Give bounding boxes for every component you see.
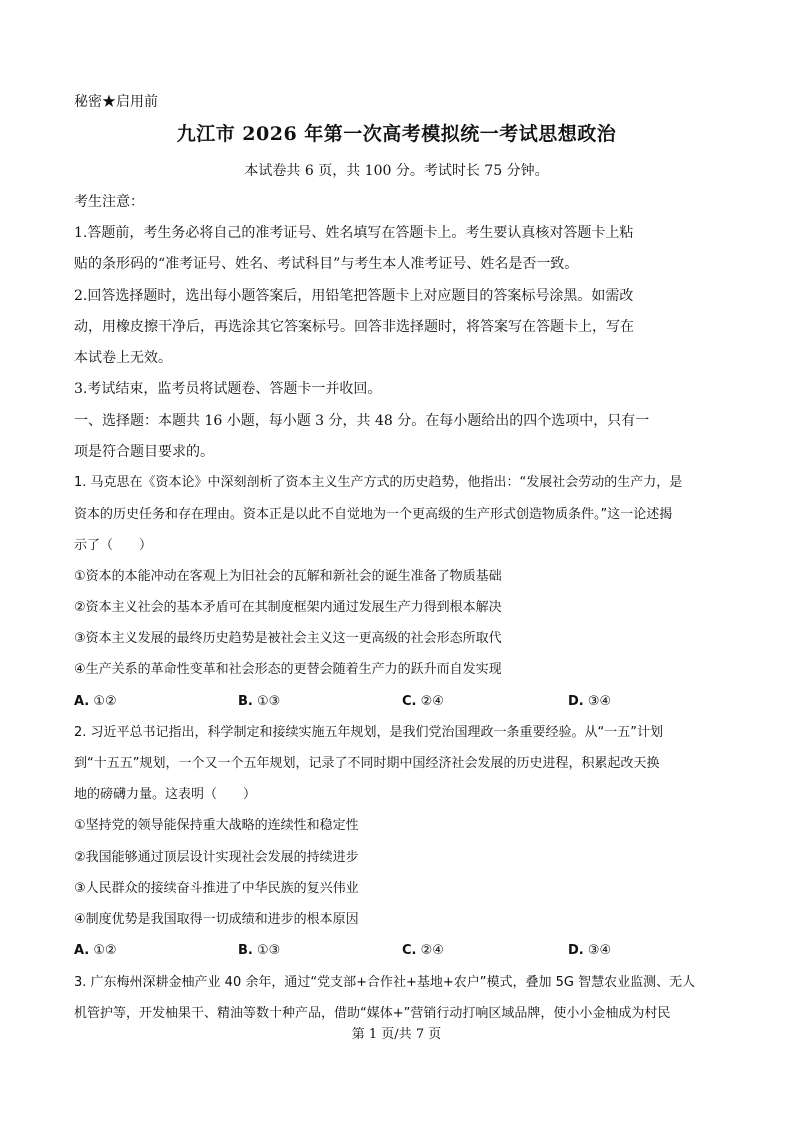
question-1-options xyxy=(74,693,724,711)
question-1-stem: 资本的历史任务和存在理由。资本正是以此不自觉地为一个更高级的生产形式创造物质条件。”这一论述揭 xyxy=(74,507,673,522)
option-d[interactable]: D. ③④ xyxy=(568,943,612,958)
page-number: 第 1 页/共 7 页 xyxy=(351,1027,442,1042)
exam-title: 九江市 2026 年第一次高考模拟统一考试思想政治 xyxy=(176,123,617,145)
question-2-item: ①坚持党的领导能保持重大战略的连续性和稳定性 xyxy=(74,818,359,833)
option-a[interactable]: A. ①② xyxy=(74,694,117,709)
section-instruction: 一、选择题：本题共 16 小题，每小题 3 分，共 48 分。在每小题给出的四个选项中，只有一 xyxy=(74,413,650,429)
question-1-stem: 示了（ ） xyxy=(74,538,153,553)
option-c[interactable]: C. ②④ xyxy=(402,694,444,709)
question-2-stem: 地的磅礴力量。这表明（ ） xyxy=(74,787,257,802)
notice-line: 本试卷上无效。 xyxy=(74,350,172,366)
question-1-item: ③资本主义发展的最终历史趋势是被社会主义这一更高级的社会形态所取代 xyxy=(74,631,502,646)
notice-line: 2.回答选择题时，选出每小题答案后，用铅笔把答题卡上对应题目的答案标号涂黑。如需改 xyxy=(74,288,634,304)
question-2-stem: 2. 习近平总书记指出，科学制定和接续实施五年规划，是我们党治国理政一条重要经验。从“一五”计划 xyxy=(74,725,664,740)
notice-heading: 考生注意： xyxy=(74,194,144,210)
notice-line: 1.答题前，考生务必将自己的准考证号、姓名填写在答题卡上。考生要认真核对答题卡上粘 xyxy=(74,225,634,241)
question-1-stem: 1. 马克思在《资本论》中深刻剖析了资本主义生产方式的历史趋势，他指出：“发展社会劳动的生产力，是 xyxy=(74,475,683,490)
question-1-item: ②资本主义社会的基本矛盾可在其制度框架内通过发展生产力得到根本解决 xyxy=(74,600,502,615)
question-2-item: ②我国能够通过顶层设计实现社会发展的持续进步 xyxy=(74,850,359,865)
question-1-item: ①资本的本能冲动在客观上为旧社会的瓦解和新社会的诞生准备了物质基础 xyxy=(74,569,502,584)
question-3-stem: 机管护等，开发柚果干、精油等数十种产品，借助“媒体+”营销行动打响区域品牌，使小小金柚成为村民 xyxy=(74,1006,671,1021)
question-2-stem: 到“十五五”规划，一个又一个五年规划，记录了不同时期中国经济社会发展的历史进程，积累起改天换 xyxy=(74,756,660,771)
notice-line: 动，用橡皮擦干净后，再选涂其它答案标号。回答非选择题时，将答案写在答题卡上，写在 xyxy=(74,319,634,335)
option-a[interactable]: A. ①② xyxy=(74,943,117,958)
option-b[interactable]: B. ①③ xyxy=(238,943,281,958)
secret-mark: 秘密★启用前 xyxy=(74,94,158,110)
notice-line: 贴的条形码的“准考证号、姓名、考试科目”与考生本人准考证号、姓名是否一致。 xyxy=(74,256,579,272)
question-2-options xyxy=(74,942,724,960)
question-1-item: ④生产关系的革命性变革和社会形态的更替会随着生产力的跃升而自发实现 xyxy=(74,662,502,677)
option-c[interactable]: C. ②④ xyxy=(402,943,444,958)
exam-subtitle: 本试卷共 6 页，共 100 分。考试时长 75 分钟。 xyxy=(244,163,549,179)
notice-line: 3.考试结束，监考员将试题卷、答题卡一并收回。 xyxy=(74,381,382,397)
option-b[interactable]: B. ①③ xyxy=(238,694,281,709)
option-d[interactable]: D. ③④ xyxy=(568,694,612,709)
question-2-item: ④制度优势是我国取得一切成绩和进步的根本原因 xyxy=(74,912,359,927)
question-3-stem: 3. 广东梅州深耕金柚产业 40 余年，通过“党支部+合作社+基地+农户”模式，叠加 5G 智慧农业监测、无人 xyxy=(74,975,696,990)
question-2-item: ③人民群众的接续奋斗推进了中华民族的复兴伟业 xyxy=(74,881,359,896)
section-instruction: 项是符合题目要求的。 xyxy=(74,444,214,460)
